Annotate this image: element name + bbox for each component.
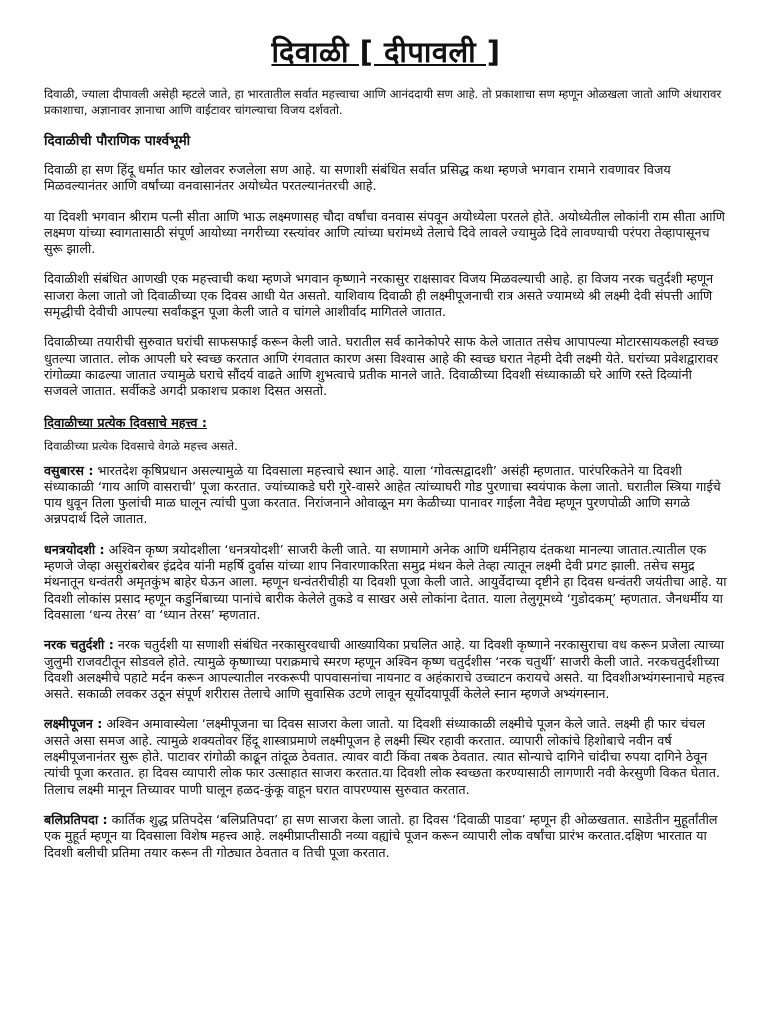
- document-page: [44, 32, 728, 875]
- day-name: बलिप्रतिपदा :: [44, 811, 108, 827]
- day-name: लक्ष्मीपूजन :: [44, 716, 103, 732]
- section-heading-days: दिवाळीच्या प्रत्येक दिवसाचे महत्त्व :: [44, 414, 207, 430]
- day-text: नरक चतुर्दशी या सणाशी संबंधित नरकासुरवधाची आख्यायिका प्रचलित आहे. या दिवशी कृष्णाने नरकासुराचा वध करून प्रजेला त्याच्या जुलुमी राजवटीतून सोडवले होते. त्यामुळे कृष्णाच्या पराक्रमाचे स्मरण म्हणून अश्विन कृष्ण चतुर्दशीस ‘नरक चतुर्थी’ साजरी केली जाते. नरकचतुर्दशीच्या दिवशी अलक्ष्मीचे पहाटे मर्दन करून आपल्यातील नरकरूपी पापवासनांचा नायनाट व अहंकाराचे उच्चाटन करायचे असते. या दिवशीअभ्यंगस्नानाचे महत्त्व असते. सकाळी लवकर उठून संपूर्ण शरीरास तेलाचे आणि सुवासिक उटणे लावून सूर्योदयापूर्वी केलेले स्नान म्हणजे अभ्यंगस्नान.: [44, 637, 725, 702]
- day-name: धनत्रयोदशी :: [44, 541, 105, 557]
- section-heading-mythology: दिवाळीची पौराणिक पार्श्वभूमी: [44, 133, 191, 149]
- day-paragraph-balipratipada: [44, 812, 728, 861]
- day-paragraph-lakshmipujan: [44, 716, 728, 797]
- day-paragraph-vasubaras: [44, 463, 728, 528]
- intro-paragraph: दिवाळी, ज्याला दीपावली असेही म्हटले जाते, हा भारतातील सर्वात महत्त्वाचा आणि आनंददायी सण आहे. तो प्रकाशाचा सण म्हणून ओळखला जातो आणि अंधारावर प्रकाशाचा, अज्ञानावर ज्ञानाचा आणि वाईटावर चांगल्याचा विजय दर्शवतो.: [44, 87, 722, 117]
- day-text: कार्तिक शुद्ध प्रतिपदेस ‘बलिप्रतिपदा’ हा सण साजरा केला जातो. हा दिवस ‘दिवाळी पाडवा’ म्हणून ही ओळखतात. साडेतीन मुहूर्तांतील एक मुहूर्त म्हणून या दिवसाला विशेष महत्त्व आहे. लक्ष्मीप्राप्तीसाठी नव्या वह्यांचे पूजन करून व्यापारी लोक वर्षांचा प्रारंभ करतात.दक्षिण भारतात या दिवशी बलीची प्रतिमा तयार करून ती गोठ्यात ठेवतात व तिची पूजा करतात.: [44, 811, 718, 860]
- page-title: दिवाळी [ दीपावली ]: [271, 35, 501, 69]
- day-paragraph-narak-chaturdashi: [44, 637, 728, 702]
- day-text: भारतदेश कृषिप्रधान असल्यामुळे या दिवसाला महत्त्वाचे स्थान आहे. याला ‘गोवत्सद्वादशी’ असंही म्हणतात. पारंपरिकतेने या दिवशी संध्याकाळी ‘गाय आणि वासराची’ पूजा करतात. ज्यांच्याकडे घरी गुरे-वासरे आहेत त्यांच्याघरी गोड पुरणाचा स्वयंपाक केला जातो. घरातील स्त्रिया गाईचे पाय धुवून तिला फुलांची माळ घालून त्यांची पुजा करतात. निरांजनाने ओवाळून मग केळीच्या पानावर गाईला नैवेद्य म्हणून पुरणपोळी आणि सगळे अन्नपदार्थ दिले जातात.: [44, 462, 721, 527]
- day-name: नरक चतुर्दशी :: [44, 637, 114, 653]
- section-note: दिवाळीच्या प्रत्येक दिवसाचे वेगळे महत्त्व असते.: [44, 438, 238, 453]
- day-text: अश्विन अमावास्येला ‘लक्ष्मीपूजना चा दिवस साजरा केला जातो. या दिवशी संध्याकाळी लक्ष्मीचे पूजन केले जाते. लक्ष्मी ही फार चंचल असते असा समज आहे. त्यामुळे शक्यतोवर हिंदू शास्त्राप्रमाणे लक्ष्मीपूजन हे लक्ष्मी स्थिर रहावी करतात. व्यापारी लोकांचे हिशोबाचे नवीन वर्ष लक्ष्मीपूजनानंतर सुरू होते. पाटावर रांगोळी काढून तांदूळ ठेवतात. त्यावर वाटी किंवा तबक ठेवतात. त्यात सोन्याचे दागिने चांदीचा रुपया दागिने ठेवून त्यांची पूजा करतात. हा दिवस व्यापारी लोक फार उत्साहात साजरा करतात.या दिवशी लोक स्वच्छता करण्यासाठी लागणारी नवी केरसुणी विकत घेतात. तिलाच लक्ष्मी मानून तिच्यावर पाणी घालून हळद-कुंकू वाहून घरात वापरण्यास सुरुवात करतात.: [44, 716, 720, 797]
- day-text: अश्विन कृष्ण त्रयोदशीला ‘धनत्रयोदशी’ साजरी केली जाते. या सणामागे अनेक आणि धर्मनिहाय दंतकथा मानल्या जातात.त्यातील एक म्हणजे जेव्हा असुरांबरोबर इंद्रदेव यांनी महर्षि दुर्वास यांच्या शाप निवारणाकरिता समुद्र मंथन केले तेव्हा त्यातून लक्ष्मी देवी प्रगट झाली. तसेच समुद्र मंथनातून धन्वंतरी अमृतकुंभ बाहेर घेऊन आला. म्हणून धन्वंतरीचीही या दिवशी पूजा केली जाते. आयुर्वेदाच्या दृष्टीने हा दिवस धन्वंतरी जयंतीचा आहे. या दिवशी लोकांस प्रसाद म्हणून कडुनिंबाच्या पानांचे बारीक केलेले तुकडे व साखर असे लोकांना देतात. याला तेलुगूमध्ये ‘गुडोदकम्’ म्हणतात. जैनधर्मीय या दिवसाला ‘धन्य तेरस’ वा ‘ध्यान तेरस’ म्हणतात.: [44, 541, 727, 622]
- day-name: वसुबारस :: [44, 462, 94, 478]
- paragraph: या दिवशी भगवान श्रीराम पत्नी सीता आणि भाऊ लक्ष्मणासह चौदा वर्षांचा वनवास संपवून अयोध्येला परतले होते. अयोध्येतील लोकांनी राम सीता आणि लक्ष्मण यांच्या स्वागतासाठी संपूर्ण आयोध्या नगरीच्या रस्त्यांवर आणि त्यांच्या घरांमध्ये तेलाचे दिवे लावले ज्यामुळे दिवे लावण्याची परंपरा तेव्हापासूनच सुरू झाली.: [44, 208, 725, 257]
- paragraph: दिवाळी हा सण हिंदू धर्मात फार खोलवर रुजलेला सण आहे. या सणाशी संबंधित सर्वात प्रसिद्ध कथा म्हणजे भगवान रामाने रावणावर विजय मिळवल्यानंतर आणि वर्षांच्या वनवासानंतर अयोध्येत परतल्यानंतरची आहे.: [44, 162, 671, 194]
- paragraph: दिवाळीच्या तयारीची सुरुवात घरांची साफसफाई करून केली जाते. घरातील सर्व कानेकोपरे साफ केले जातात तसेच आपापल्या मोटारसायकलही स्वच्छ धुतल्या जातात. लोक आपली घरे स्वच्छ करतात आणि रंगवतात कारण असा विश्वास आहे की स्वच्छ घरात नेहमी देवी लक्ष्मी येते. घरांच्या प्रवेशद्वारावर रांगोळ्या काढल्या जातात ज्यामुळे घराचे सौंदर्य वाढते आणि शुभत्वाचे प्रतीक मानले जाते. दिवाळीच्या दिवशी संध्याकाळी घरे आणि रस्ते दिव्यांनी सजवले जातात. सर्वीकडे अगदी प्रकाशच प्रकाश दिसत असतो.: [44, 334, 719, 399]
- day-paragraph-dhanatrayodashi: [44, 542, 728, 623]
- paragraph: दिवाळीशी संबंधित आणखी एक महत्त्वाची कथा म्हणजे भगवान कृष्णाने नरकासुर राक्षसावर विजय मिळवल्याची आहे. हा विजय नरक चतुर्दशी म्हणून साजरा केला जातो जो दिवाळीच्या एक दिवस आधी येत असतो. याशिवाय दिवाळी ही लक्ष्मीपूजनाची रात्र असते ज्यामध्ये श्री लक्ष्मी देवी संपत्ती आणि समृद्धीची देवीची आपल्या सर्वांकडून पूजा केली जाते व चांगले आशीर्वाद मागितले जातात.: [44, 271, 714, 320]
